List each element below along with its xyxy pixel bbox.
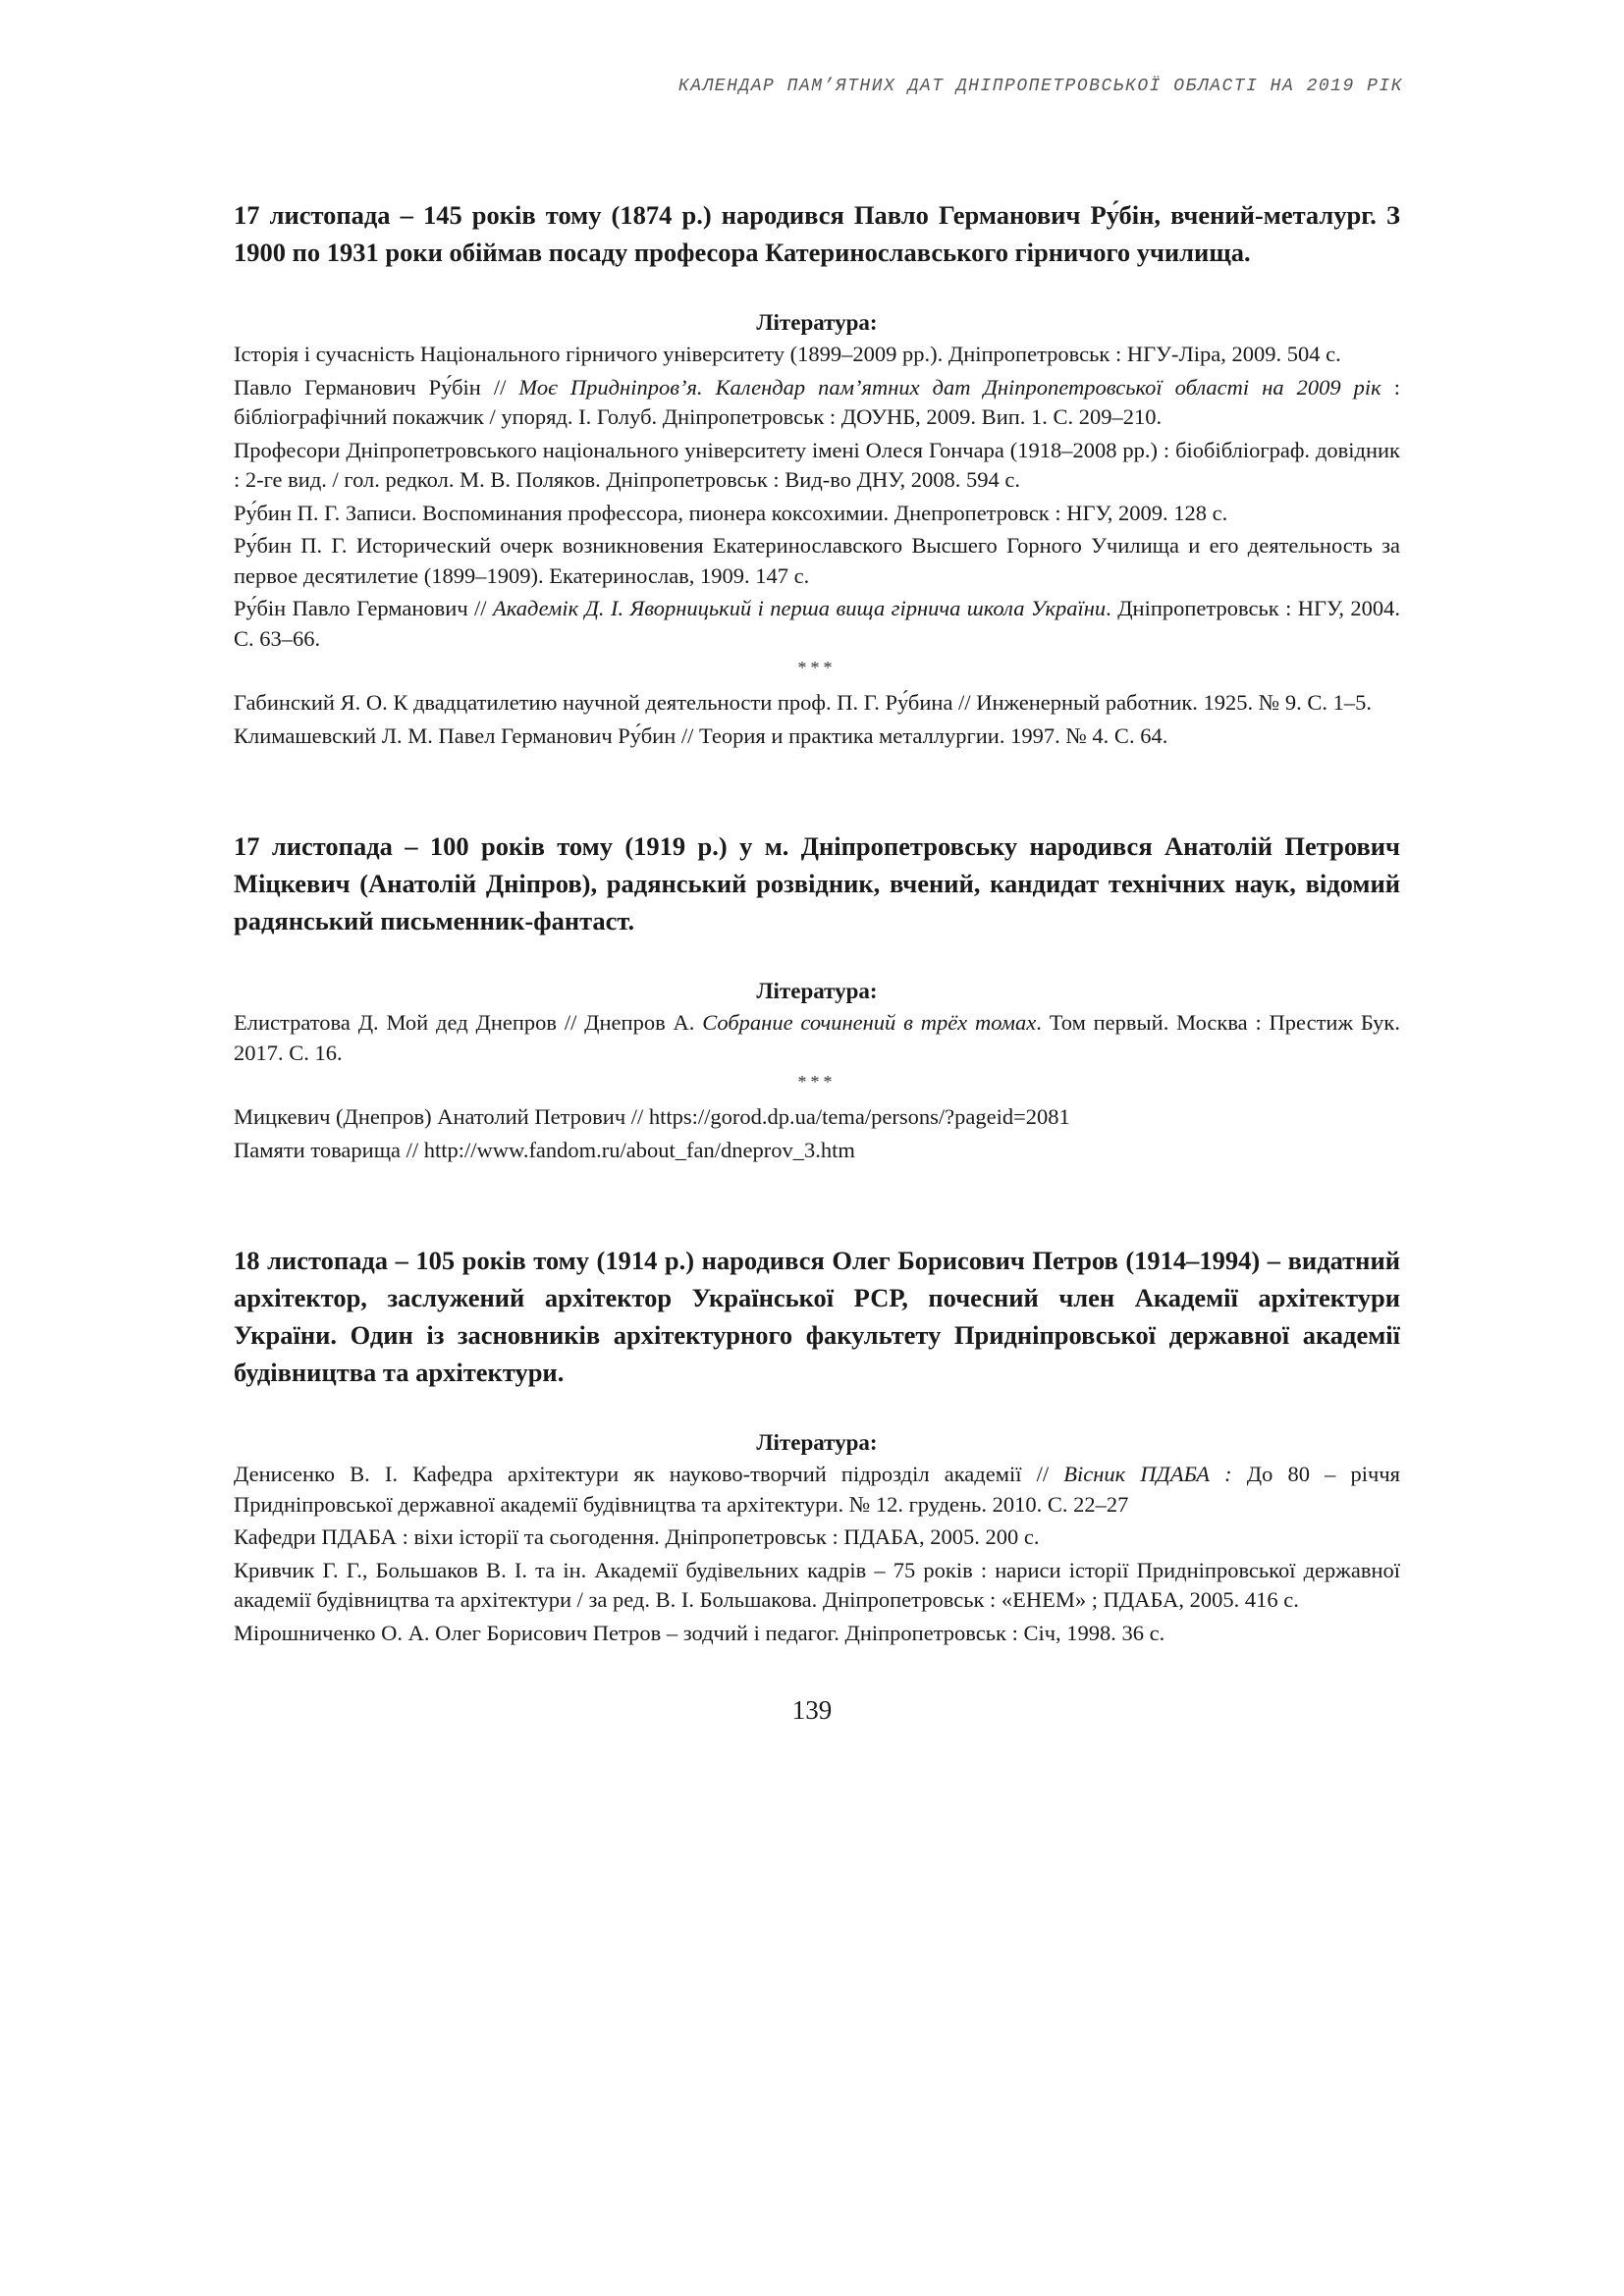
reference-text: Павло Германович Ру́бін // — [234, 374, 519, 400]
reference-item — [234, 436, 1400, 496]
entry-heading: 17 листопада – 145 років тому (1874 р.) народився Павло Германович Ру́бін, вчений-металург. З 1900 по 1931 роки обіймав посаду професора Катеринославського гірничого училища. — [234, 200, 1400, 267]
entry-heading: 18 листопада – 105 років тому (1914 р.) народився Олег Борисович Петров (1914–1994) – видатний архітектор, заслужений архітектор Української РСР, почесний член Академії архітектури України. Один із засновників архітектурного факультету Придніпровської державної академії будівництва та архітектури. — [234, 1246, 1400, 1387]
reference-item — [234, 1102, 1400, 1133]
entry-heading: 17 листопада – 100 років тому (1919 р.) у м. Дніпропетровську народився Анатолій Петрович Міцкевич (Анатолій Дніпров), радянський розвідник, вчений, кандидат технічних наук, відомий радянський письменник-фантаст. — [234, 831, 1400, 935]
reference-text: : бібліографічний покажчик / упоряд. І. Голуб. Дніпропетровськ : ДОУНБ, 2009. Вип. 1. С. 209–210. — [234, 374, 1400, 429]
reference-item — [234, 340, 1400, 370]
entry-petrov — [234, 1242, 1400, 1648]
reference-list — [234, 1460, 1400, 1648]
reference-text: Кафедри ПДАБА : віхи історії та сьогодення. Дніпропетровськ : ПДАБА, 2005. 200 с. — [234, 1524, 1040, 1549]
literature-title: Література: — [756, 1430, 878, 1455]
entry-rubin — [234, 196, 1400, 751]
reference-list — [234, 1008, 1400, 1068]
reference-item — [234, 721, 1400, 752]
reference-item — [234, 1008, 1400, 1068]
reference-source-title: Собрание сочинений в трёх томах — [702, 1010, 1037, 1035]
reference-item — [234, 594, 1400, 654]
reference-list — [234, 340, 1400, 654]
reference-text: Мірошниченко О. А. Олег Борисович Петров – зодчий і педагог. Дніпропетровськ : Січ, 1998. 36 с. — [234, 1620, 1165, 1645]
reference-text: Мицкевич (Днепров) Анатолий Петрович // https://gorod.dp.ua/tema/persons/?pageid=2081 — [234, 1104, 1070, 1129]
reference-text: Климашевский Л. М. Павел Германович Ру́бин // Теория и практика металлургии. 1997. № 4. С. 64. — [234, 722, 1168, 748]
reference-text: Габинский Я. О. К двадцатилетию научной деятельности проф. П. Г. Ру́бина // Инженерный работник. 1925. № 9. С. 1–5. — [234, 690, 1373, 715]
reference-text: Памяти товарища // http://www.fandom.ru/about_fan/dneprov_3.htm — [234, 1137, 855, 1162]
asterism-separator: *** — [797, 1072, 837, 1092]
literature-title: Література: — [756, 310, 878, 335]
reference-text: Історія і сучасність Національного гірничого університету (1899–2009 рр.). Дніпропетровськ : НГУ-Ліра, 2009. 504 с. — [234, 342, 1341, 366]
reference-list — [234, 688, 1400, 751]
reference-text: Професори Дніпропетровського національного університету імені Олеся Гончара (1918–2008 рр.) : біобібліограф. довідник : 2-ге вид. / гол. редкол. М. В. Поляков. Дніпропетровськ : Вид-во ДНУ, 2008. 594 с. — [234, 437, 1400, 492]
reference-source-title: Вісник ПДАБА : — [1063, 1462, 1232, 1486]
reference-source-title: Моє Придніпров’я. Календар пам’ятних дат Дніпропетровської області на 2009 рік — [518, 374, 1381, 400]
reference-item — [234, 531, 1400, 591]
literature-title: Література: — [756, 979, 878, 1003]
reference-text: Денисенко В. І. Кафедра архітектури як науково-творчий підрозділ академії // — [234, 1462, 1064, 1486]
reference-item — [234, 499, 1400, 529]
reference-text: . Том первый. Москва : Престиж Бук. 2017. С. 16. — [234, 1010, 1400, 1065]
reference-text: Кривчик Г. Г., Большаков В. І. та ін. Академії будівельних кадрів – 75 років : нариси історії Придніпровської державної академії будівництва та архітектури / за ред. В. І. Большакова. Дніпропетровськ : «ЕНЕМ» ; ПДАБА, 2005. 416 с. — [234, 1557, 1400, 1612]
reference-source-title: Академік Д. І. Яворницький і перша вища гірнича школа України — [493, 596, 1107, 620]
asterism-separator: *** — [797, 658, 837, 677]
reference-text: Ру́бин П. Г. Исторический очерк возникновения Екатеринославского Высшего Горного Училища и его деятельность за первое десятилетие (1899–1909). Екатеринослав, 1909. 147 с. — [234, 533, 1400, 588]
reference-list — [234, 1102, 1400, 1165]
reference-item — [234, 688, 1400, 719]
reference-item — [234, 1522, 1400, 1553]
reference-item — [234, 1136, 1400, 1166]
reference-text: Ру́бин П. Г. Записи. Воспоминания профессора, пионера коксохимии. Днепропетровск : НГУ, 2009. 128 с. — [234, 500, 1228, 525]
reference-text: До 80 – річчя Придніпровської державної академії будівництва та архітектури. № 12. грудень. 2010. С. 22–27 — [234, 1462, 1400, 1517]
reference-text: Елистратова Д. Мой дед Днепров // Днепров А. — [234, 1010, 703, 1035]
page-number: 139 — [791, 1695, 833, 1725]
reference-text: Ру́бін Павло Германович // — [234, 596, 493, 620]
reference-text: . Дніпропетровськ : НГУ, 2004. С. 63–66. — [234, 596, 1400, 651]
entry-mitskevych — [234, 828, 1400, 1165]
reference-item — [234, 373, 1400, 433]
reference-item — [234, 1460, 1400, 1520]
reference-item — [234, 1619, 1400, 1649]
reference-item — [234, 1556, 1400, 1616]
running-header: КАЛЕНДАР ПАМ’ЯТНИХ ДАТ ДНІПРОПЕТРОВСЬКОЇ ОБЛАСТІ НА 2019 РІК — [677, 77, 1403, 96]
page-content — [234, 196, 1400, 1651]
